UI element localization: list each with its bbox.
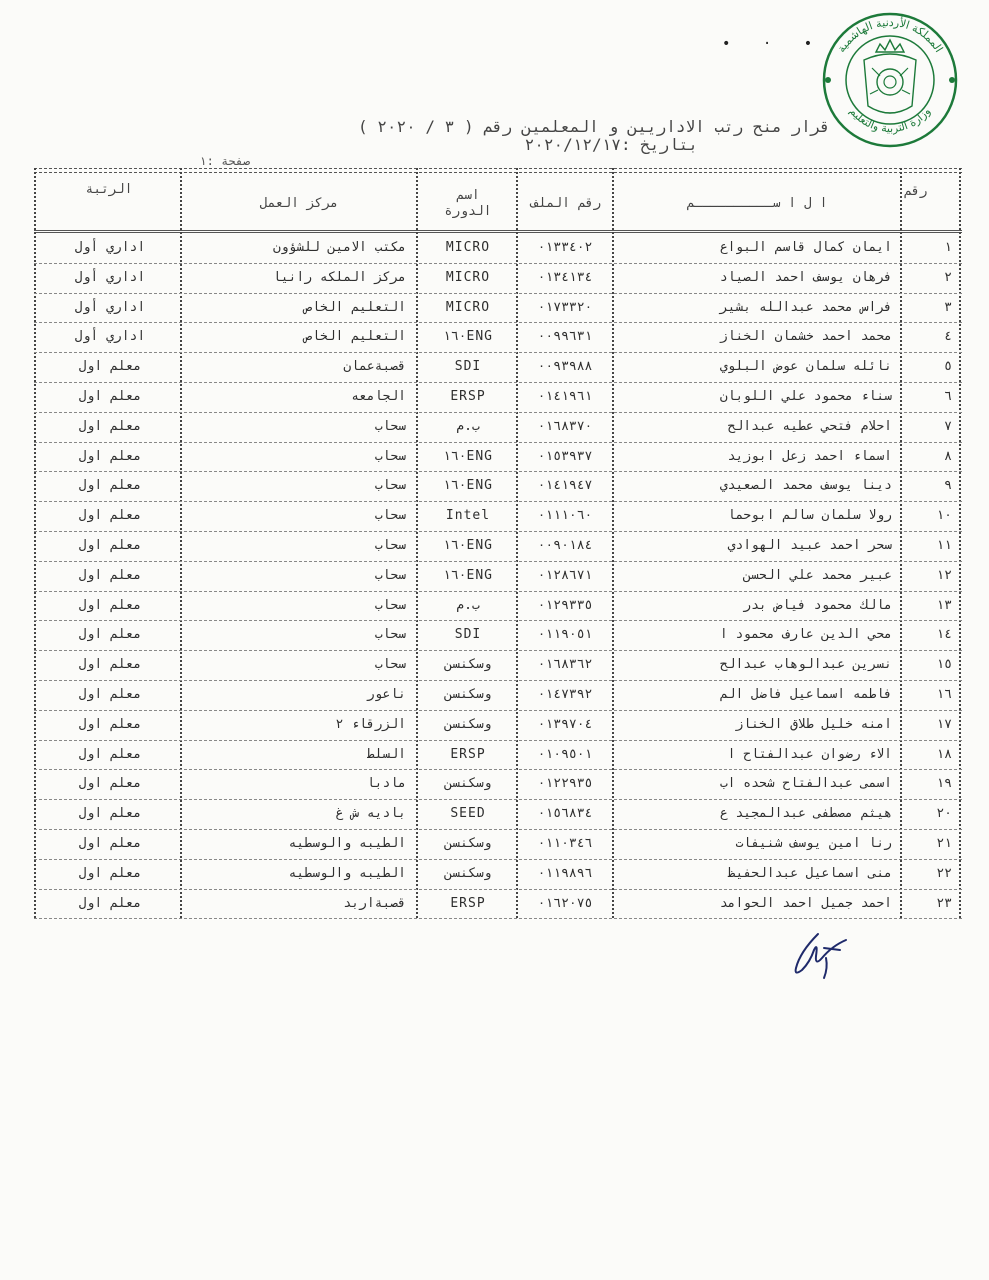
rank-cell: معلم اول — [78, 537, 142, 553]
svg-text:وزارة التربية والتعليم: وزارة التربية والتعليم — [846, 104, 933, 136]
row-number-cell: ١٨ — [936, 746, 952, 762]
rank-cell: معلم اول — [78, 418, 142, 434]
employee-name-cell: احلام فتحي عطيه عبدالح — [727, 418, 892, 434]
signature — [788, 928, 858, 980]
rank-cell: معلم اول — [78, 865, 142, 881]
col-header-file: رقم الملف — [530, 196, 602, 211]
row-number-cell: ٧ — [944, 418, 952, 434]
work-center-cell: سحاب — [374, 567, 406, 583]
work-center-cell: قصبةاربد — [343, 895, 406, 911]
table-row — [34, 592, 962, 622]
table-row — [34, 234, 962, 264]
table-row — [34, 413, 962, 443]
rank-cell: معلم اول — [78, 448, 142, 464]
work-center-cell: سحاب — [374, 627, 406, 643]
employee-name-cell: نائله سلمان عوض البلوي — [719, 359, 892, 375]
course-name-cell: ١٦٠ENG — [443, 478, 493, 494]
file-number-cell: ٠١١٠٣٤٦ — [537, 835, 593, 851]
course-name-cell: ERSP — [450, 895, 486, 911]
course-name-cell: MICRO — [445, 269, 491, 285]
row-number-cell: ٤ — [944, 329, 952, 345]
file-number-cell: ٠١٦٨٣٧٠ — [537, 418, 593, 434]
document-title — [230, 118, 830, 154]
work-center-cell: التعليم الخاص — [304, 299, 406, 315]
file-number-cell: ٠١٥٦٨٣٤ — [537, 806, 593, 822]
row-number-cell: ١٧ — [936, 716, 952, 732]
table-row — [34, 264, 962, 294]
course-name-cell: ١٦٠ENG — [443, 567, 493, 583]
file-number-cell: ٠١٣٤١٣٤ — [537, 269, 593, 285]
table-row — [34, 681, 962, 711]
rank-cell: معلم اول — [78, 657, 142, 673]
course-name-cell: ١٦٠ENG — [443, 537, 493, 553]
file-number-cell: ٠٠٩٠١٨٤ — [537, 537, 593, 553]
table-row — [34, 741, 962, 771]
work-center-cell: الجامعه — [351, 388, 406, 404]
file-number-cell: ٠١٤١٩٤٧ — [537, 478, 593, 494]
employee-name-cell: اسمى عبدالفتاح شحده اب — [719, 776, 892, 792]
course-name-cell: وسكنسن — [444, 835, 492, 851]
work-center-cell: سحاب — [374, 657, 406, 673]
table-row — [34, 621, 962, 651]
file-number-cell: ٠١٦٨٣٦٢ — [537, 657, 593, 673]
employee-name-cell: محمد احمد خشمان الخناز — [719, 329, 892, 345]
rank-cell: معلم اول — [78, 686, 142, 702]
row-number-cell: ٢٣ — [936, 895, 952, 911]
employee-name-cell: نسرين عبدالوهاب عبدالح — [719, 657, 892, 673]
col-header-rank: الرتبة — [85, 182, 133, 197]
page-number: صفحة :١ — [199, 154, 250, 168]
rank-cell: معلم اول — [78, 746, 142, 762]
course-name-cell: ERSP — [450, 388, 486, 404]
table-row — [34, 383, 962, 413]
work-center-cell: الطيبه والوسطيه — [288, 835, 406, 851]
table-row — [34, 532, 962, 562]
file-number-cell: ٠١١٩٨٩٦ — [537, 865, 593, 881]
employee-name-cell: امنه خليل طلاق الخناز — [735, 716, 892, 732]
work-center-cell: الزرقاء ٢ — [335, 716, 406, 732]
file-number-cell: ٠١٥٣٩٣٧ — [537, 448, 593, 464]
row-number-cell: ٢ — [944, 269, 952, 285]
rank-cell: معلم اول — [78, 627, 142, 643]
row-number-cell: ٢٢ — [936, 865, 952, 881]
file-number-cell: ٠١٠٩٥٠١ — [537, 746, 593, 762]
work-center-cell: مركز الملكه رانيا — [272, 269, 406, 285]
table-top-border-inner — [34, 172, 962, 173]
row-number-cell: ٣ — [944, 299, 952, 315]
work-center-cell: مادبا — [366, 776, 406, 792]
row-number-cell: ١١ — [936, 537, 952, 553]
row-number-cell: ١٤ — [936, 627, 952, 643]
employee-name-cell: فراس محمد عبدالله بشير — [719, 299, 892, 315]
file-number-cell: ٠١٧٣٣٢٠ — [537, 299, 593, 315]
rank-cell: اداري أول — [74, 240, 146, 255]
file-number-cell: ٠١٦٢٠٧٥ — [537, 895, 593, 911]
row-number-cell: ٨ — [944, 448, 952, 464]
course-name-cell: وسكنسن — [444, 716, 492, 732]
rank-cell: معلم اول — [78, 478, 142, 494]
course-name-cell: ب.م — [456, 597, 480, 613]
scan-marks: • · • — [722, 36, 825, 52]
table-top-border — [34, 168, 962, 169]
decision-date: بتاريخ :٢٠٢٠/١٢/١٧ — [524, 135, 698, 154]
employee-name-cell: اسماء احمد زعل ابوزيد — [727, 448, 892, 464]
decision-title: قرار منح رتب الاداريين و المعلمين رقم ( ٣ / ٢٠٢٠ ) — [357, 117, 830, 136]
table-row — [34, 830, 962, 860]
employee-name-cell: رنا امين يوسف شنيفات — [735, 835, 892, 851]
rank-cell: اداري أول — [74, 329, 146, 345]
employee-name-cell: ايمان كمال قاسم البواع — [719, 240, 892, 255]
employee-name-cell: الاء رضوان عبدالفتاح ا — [727, 746, 892, 762]
rank-cell: معلم اول — [78, 835, 142, 851]
employee-name-cell: منى اسماعيل عبدالحفيظ — [727, 865, 892, 881]
col-header-number: رقم — [904, 184, 928, 199]
rank-cell: اداري أول — [74, 269, 146, 285]
course-name-cell: وسكنسن — [444, 865, 492, 881]
course-name-cell: ١٦٠ENG — [443, 448, 493, 464]
work-center-cell: مكتب الامين للشؤون — [272, 240, 406, 255]
row-number-cell: ١٩ — [936, 776, 952, 792]
work-center-cell: باديه ش غ — [335, 806, 406, 822]
row-number-cell: ٦ — [944, 388, 952, 404]
work-center-cell: سحاب — [374, 478, 406, 494]
employee-name-cell: دينا يوسف محمد الصعيدي — [719, 478, 892, 494]
course-name-cell: وسكنسن — [444, 657, 492, 673]
table-row — [34, 323, 962, 353]
work-center-cell: الطيبه والوسطيه — [288, 865, 406, 881]
employee-name-cell: هيثم مصطفى عبدالمجيد ع — [719, 806, 892, 822]
course-name-cell: MICRO — [445, 299, 491, 315]
row-number-cell: ١٦ — [936, 686, 952, 702]
work-center-cell: التعليم الخاص — [304, 329, 406, 345]
rank-cell: معلم اول — [78, 508, 142, 524]
employee-name-cell: فاطمه اسماعيل فاضل الم — [719, 686, 892, 702]
table-row — [34, 294, 962, 324]
file-number-cell: ٠١١١٠٦٠ — [537, 508, 593, 524]
work-center-cell: ناعور — [366, 686, 406, 702]
rank-cell: معلم اول — [78, 388, 142, 404]
employee-name-cell: عبير محمد علي الحسن — [743, 567, 892, 583]
table-row — [34, 860, 962, 890]
course-name-cell: MICRO — [445, 240, 491, 255]
row-number-cell: ١ — [944, 240, 952, 255]
work-center-cell: سحاب — [374, 537, 406, 553]
row-number-cell: ٩ — [944, 478, 952, 494]
course-name-cell: ERSP — [450, 746, 486, 762]
course-name-cell: SDI — [454, 359, 482, 375]
employee-name-cell: سحر احمد عبيد الهوادي — [727, 537, 892, 553]
row-number-cell: ٢٠ — [936, 806, 952, 822]
file-number-cell: ٠١١٩٠٥١ — [537, 627, 593, 643]
rank-cell: معلم اول — [78, 597, 142, 613]
table-row — [34, 353, 962, 383]
file-number-cell: ٠٠٩٩٦٣١ — [537, 329, 593, 345]
course-name-cell: SEED — [450, 806, 486, 822]
row-number-cell: ١٠ — [936, 508, 952, 524]
course-name-cell: ١٦٠ENG — [443, 329, 493, 345]
col-header-work-center: مركز العمل — [259, 196, 339, 211]
work-center-cell: قصبةعمان — [343, 359, 406, 375]
table-row — [34, 651, 962, 681]
rank-cell: معلم اول — [78, 359, 142, 375]
file-number-cell: ٠١٢٨٦٧١ — [537, 567, 593, 583]
work-center-cell: سحاب — [374, 418, 406, 434]
row-number-cell: ١٢ — [936, 567, 952, 583]
work-center-cell: السلط — [366, 746, 406, 762]
table-row — [34, 472, 962, 502]
file-number-cell: ٠١٢٩٣٣٥ — [537, 597, 593, 613]
rank-cell: معلم اول — [78, 895, 142, 911]
file-number-cell: ٠١٣٩٧٠٤ — [537, 716, 593, 732]
file-number-cell: ٠١٤١٩٦١ — [537, 388, 593, 404]
col-header-name: ا ل ا ســــــــــم — [686, 196, 828, 211]
rank-cell: معلم اول — [78, 716, 142, 732]
rank-cell: معلم اول — [78, 567, 142, 583]
file-number-cell: ٠١٣٣٤٠٢ — [537, 240, 593, 255]
table-body — [34, 234, 962, 919]
course-name-cell: SDI — [454, 627, 482, 643]
table-row — [34, 443, 962, 473]
row-number-cell: ١٣ — [936, 597, 952, 613]
rank-cell: معلم اول — [78, 806, 142, 822]
file-number-cell: ٠٠٩٣٩٨٨ — [537, 359, 593, 375]
employee-name-cell: سناء محمود علي اللوبان — [719, 388, 892, 404]
course-name-cell: وسكنسن — [444, 776, 492, 792]
employee-name-cell: محي الدين عارف محمود ا — [719, 627, 892, 643]
table-row — [34, 800, 962, 830]
row-number-cell: ١٥ — [936, 657, 952, 673]
course-name-cell: وسكنسن — [444, 686, 492, 702]
table-row — [34, 770, 962, 800]
work-center-cell: سحاب — [374, 508, 406, 524]
table-row — [34, 502, 962, 532]
ministry-emblem-seal — [820, 10, 960, 150]
rank-cell: اداري أول — [74, 299, 146, 315]
file-number-cell: ٠١٤٧٣٩٢ — [537, 686, 593, 702]
employee-name-cell: احمد جميل احمد الحوامد — [719, 895, 892, 911]
employee-name-cell: فرهان يوسف احمد الصياد — [719, 269, 892, 285]
employee-name-cell: مالك محمود فياض بدر — [743, 597, 892, 613]
file-number-cell: ٠١٢٢٩٣٥ — [537, 776, 593, 792]
table-row — [34, 890, 962, 920]
table-row — [34, 711, 962, 741]
ranks-table — [34, 168, 962, 920]
employee-name-cell: رولا سلمان سالم ابوحما — [727, 508, 892, 524]
rank-cell: معلم اول — [78, 776, 142, 792]
table-row — [34, 562, 962, 592]
work-center-cell: سحاب — [374, 448, 406, 464]
course-name-cell: Intel — [445, 508, 491, 524]
row-number-cell: ٥ — [944, 359, 952, 375]
work-center-cell: سحاب — [374, 597, 406, 613]
svg-text:المملكة الأردنية الهاشمية: المملكة الأردنية الهاشمية — [834, 15, 946, 55]
header-separator — [34, 230, 962, 233]
col-header-course: اسم الدورة — [444, 188, 492, 219]
row-number-cell: ٢١ — [936, 835, 952, 851]
course-name-cell: ب.م — [456, 418, 480, 434]
